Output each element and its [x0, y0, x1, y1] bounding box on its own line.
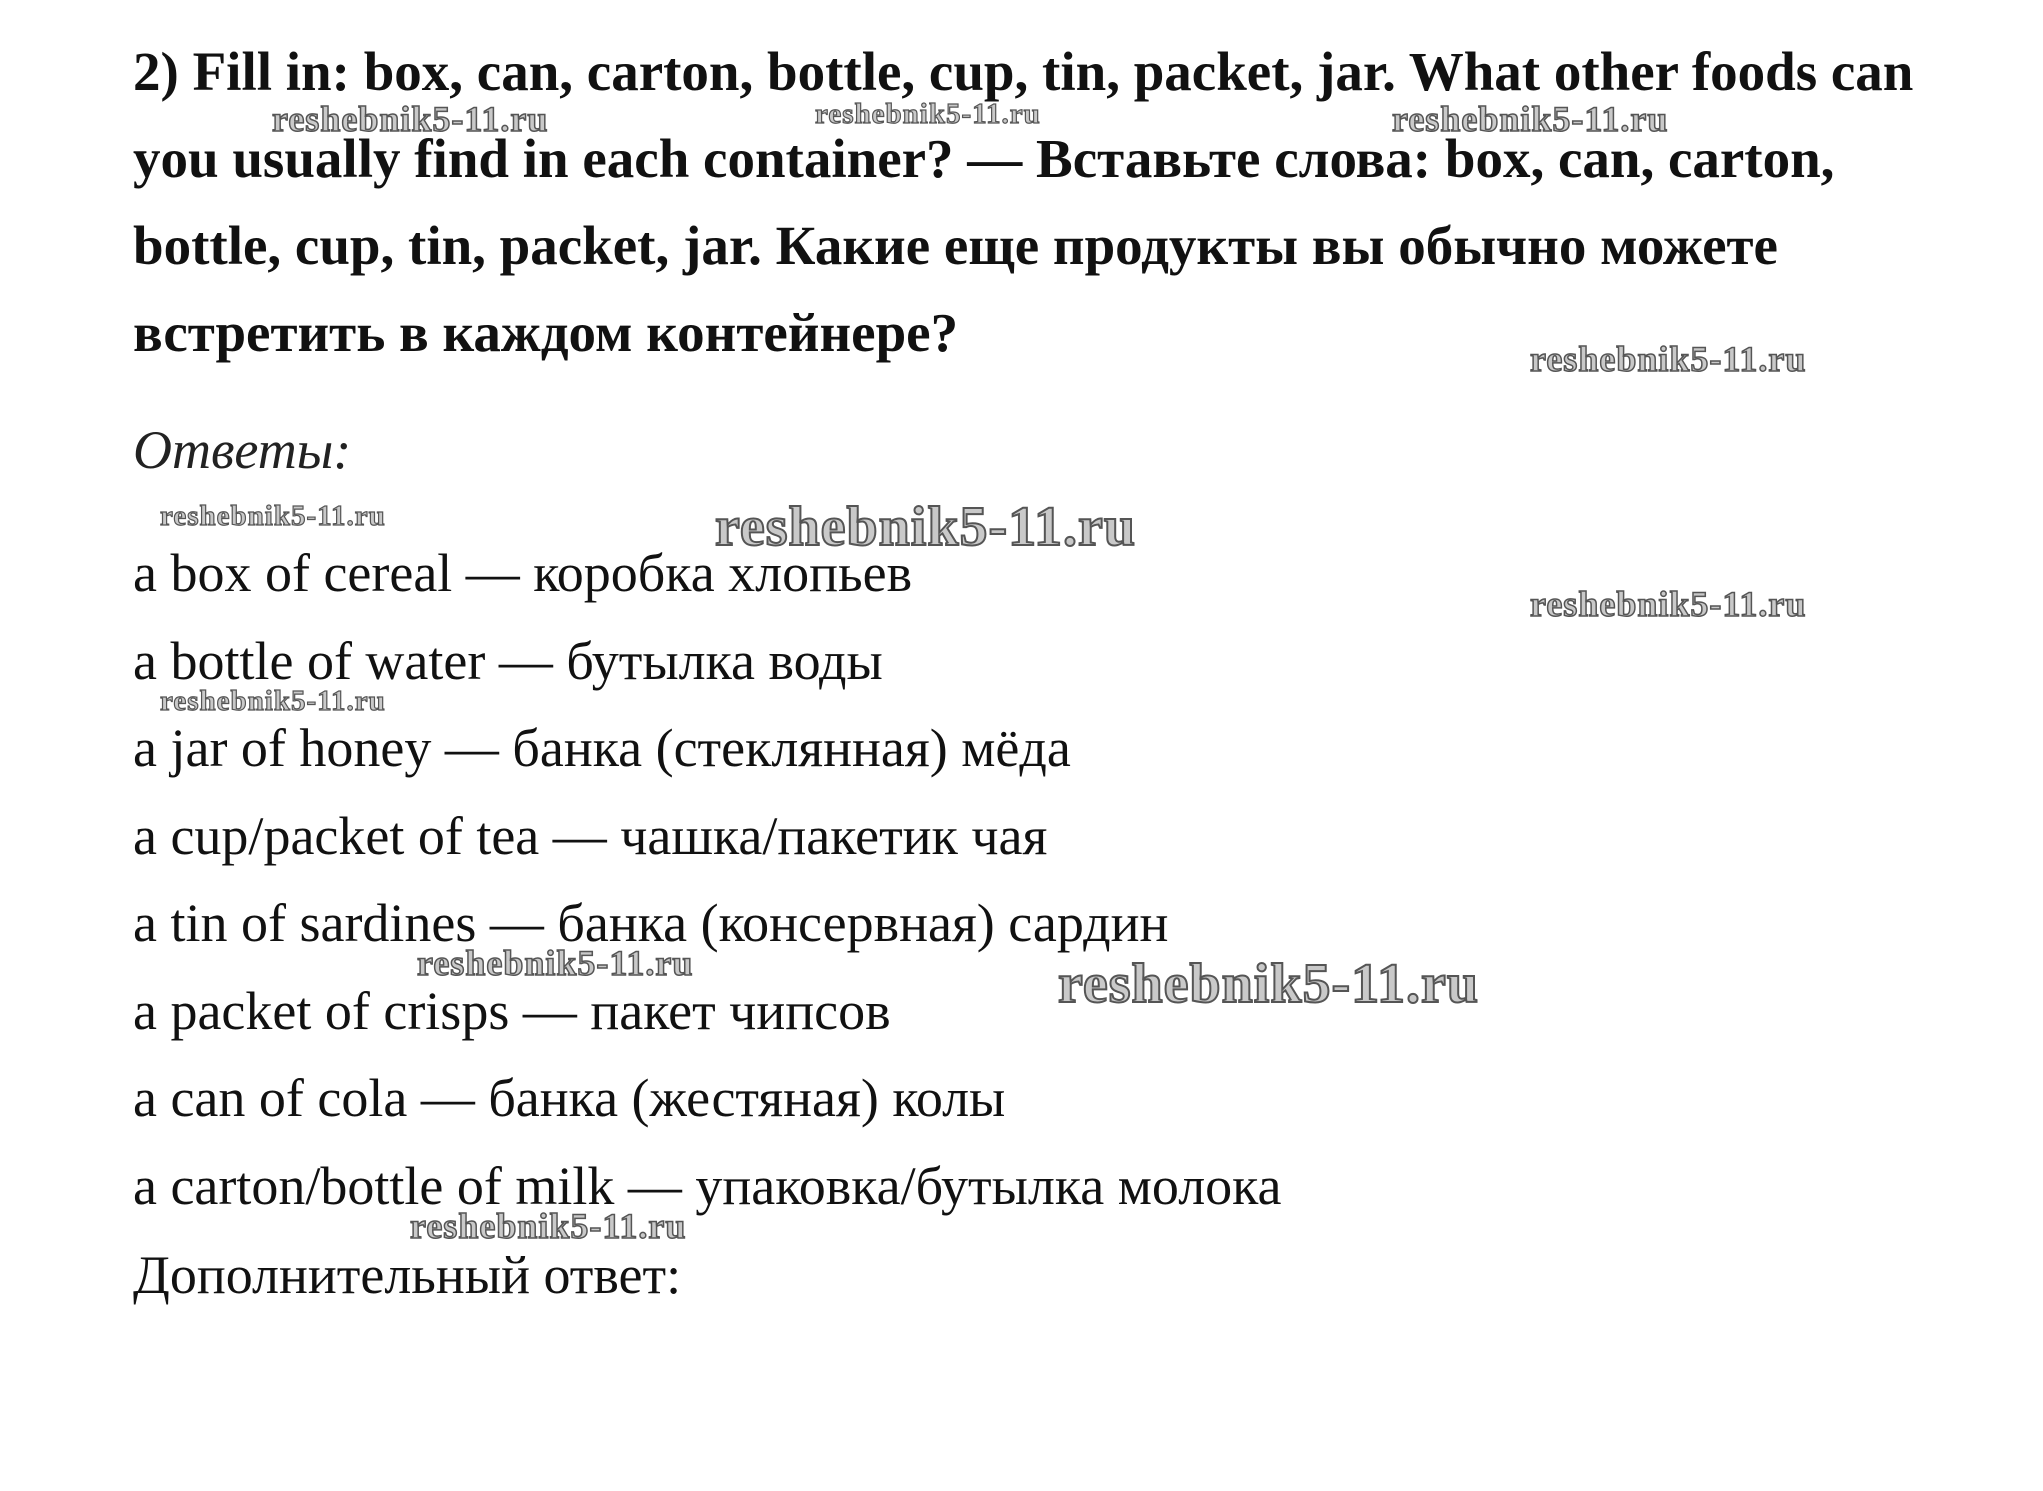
watermark: reshebnik5-11.ru — [160, 500, 386, 532]
watermark: reshebnik5-11.ru — [815, 98, 1041, 130]
answers-heading: Ответы: — [133, 420, 352, 480]
watermark: reshebnik5-11.ru — [417, 943, 694, 983]
answer-line: a packet of crisps — пакет чипсов — [133, 980, 891, 1041]
answer-line: a bottle of water — бутылка воды — [133, 630, 883, 691]
watermark: reshebnik5-11.ru — [715, 496, 1137, 558]
watermark: reshebnik5-11.ru — [1530, 584, 1807, 624]
question-text: 2) Fill in: box, can, carton, bottle, cup, tin, packet, jar. What other foods can you usually find in each container? — Вставьте слова: box, can, carton, bottle, cup, tin, packet, jar. Какие еще продукты вы обычно можете встретить в каждом контейнере? — [133, 41, 1914, 363]
watermark: reshebnik5-11.ru — [1530, 339, 1807, 379]
watermark: reshebnik5-11.ru — [160, 685, 386, 717]
answer-line: a box of cereal — коробка хлопьев — [133, 543, 913, 603]
answer-list — [133, 530, 1282, 1230]
watermark: reshebnik5-11.ru — [410, 1206, 687, 1246]
watermark: reshebnik5-11.ru — [272, 99, 549, 139]
watermark: reshebnik5-11.ru — [1058, 953, 1480, 1015]
answer-line: a jar of honey — банка (стеклянная) мёда — [133, 718, 1071, 778]
watermark: reshebnik5-11.ru — [1392, 99, 1669, 139]
extra-answer-label: Дополнительный ответ: — [133, 1245, 682, 1305]
answer-line: a cup/packet of tea — чашка/пакетик чая — [133, 805, 1048, 866]
answer-line: a can of cola — банка (жестяная) колы — [133, 1068, 1006, 1128]
answer-line: a tin of sardines — банка (консервная) сардин — [133, 893, 1169, 953]
answer-line: a carton/bottle of milk — упаковка/бутылка молока — [133, 1155, 1282, 1216]
